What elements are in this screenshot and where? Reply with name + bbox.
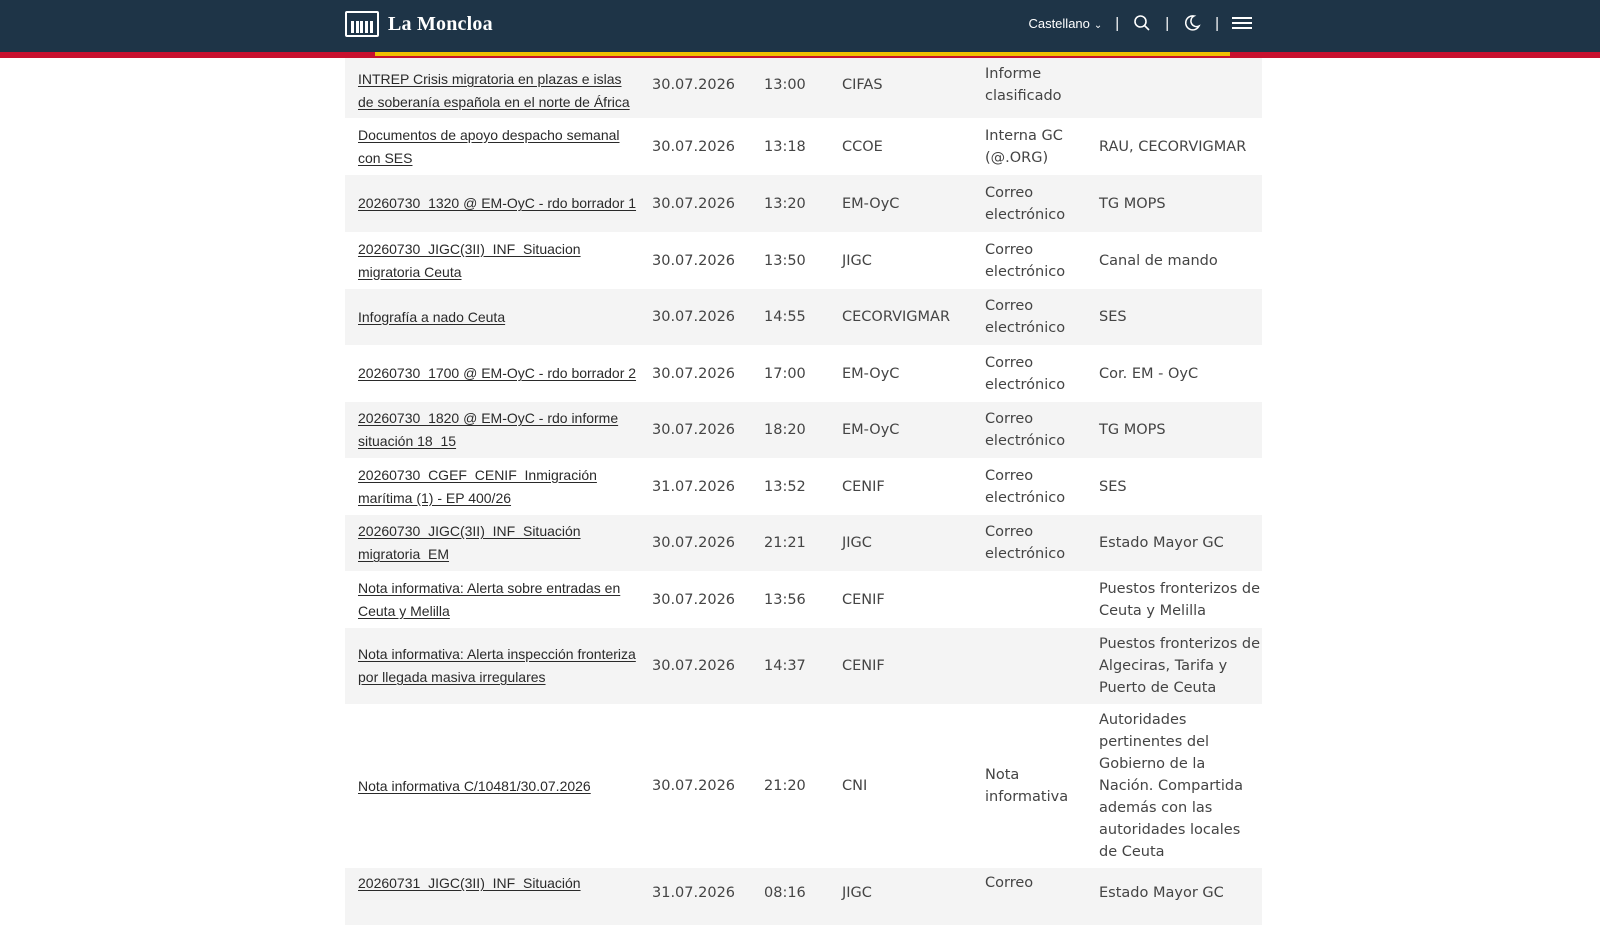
dest-cell: SES [1086, 289, 1262, 345]
table-row [345, 175, 1262, 232]
dest-cell: Puestos fronterizos de Ceuta y Melilla [1086, 571, 1262, 628]
type-cell [972, 571, 1086, 628]
brand-link[interactable] [345, 11, 493, 37]
doc-cell [345, 868, 639, 925]
time-cell: 17:00 [751, 345, 829, 402]
table-row [345, 515, 1262, 571]
doc-cell [345, 571, 639, 628]
header-yellow-stripe [375, 52, 1230, 56]
date-cell: 30.07.2026 [639, 289, 751, 345]
time-cell: 14:37 [751, 628, 829, 704]
language-selector[interactable] [1028, 16, 1102, 31]
time-cell: 14:55 [751, 289, 829, 345]
dest-cell [1086, 52, 1262, 118]
type-cell: Correo [972, 868, 1086, 925]
doc-cell [345, 289, 639, 345]
date-cell: 31.07.2026 [639, 868, 751, 925]
nav-separator: | [1215, 14, 1219, 32]
table-row [345, 232, 1262, 289]
org-cell: CCOE [829, 118, 972, 175]
org-cell: JIGC [829, 868, 972, 925]
document-link[interactable]: 20260731_JIGC(3II)_INF_Situación [358, 875, 581, 891]
doc-cell [345, 402, 639, 458]
time-cell: 13:52 [751, 458, 829, 515]
time-cell: 13:18 [751, 118, 829, 175]
table-row [345, 704, 1262, 868]
time-cell: 13:56 [751, 571, 829, 628]
doc-cell [345, 175, 639, 232]
dest-cell: Estado Mayor GC [1086, 868, 1262, 925]
org-cell: CENIF [829, 458, 972, 515]
document-link[interactable]: 20260730_1700 @ EM-OyC - rdo borrador 2 [358, 365, 637, 381]
site-header [0, 0, 1600, 52]
type-cell: Interna GC (@.ORG) [972, 118, 1086, 175]
date-cell: 30.07.2026 [639, 571, 751, 628]
doc-cell [345, 458, 639, 515]
type-cell: Correo electrónico [972, 515, 1086, 571]
table-row [345, 628, 1262, 704]
type-cell: Correo electrónico [972, 289, 1086, 345]
chevron-down-icon: ⌄ [1093, 19, 1103, 31]
table-row [345, 345, 1262, 402]
type-cell: Correo electrónico [972, 175, 1086, 232]
type-cell: Nota informativa [972, 704, 1086, 868]
date-cell: 30.07.2026 [639, 515, 751, 571]
table-row [345, 868, 1262, 925]
dest-cell: SES [1086, 458, 1262, 515]
table-row [345, 458, 1262, 515]
dest-cell: Autoridades pertinentes del Gobierno de la Nación. Compartida además con las autoridades locales de Ceuta [1086, 704, 1262, 868]
language-label: Castellano [1028, 15, 1090, 31]
org-cell: EM-OyC [829, 175, 972, 232]
document-link[interactable]: 20260730_1820 @ EM-OyC - rdo informe situación 18_15 [358, 410, 619, 449]
type-cell: Correo electrónico [972, 458, 1086, 515]
brand-name: La Moncloa [388, 12, 493, 35]
document-link[interactable]: 20260730_CGEF_CENIF_Inmigración marítima (1) - EP 400/26 [358, 466, 597, 506]
org-cell: CENIF [829, 628, 972, 704]
date-cell: 30.07.2026 [639, 402, 751, 458]
document-link[interactable]: 20260730_JIGC(3II)_INF_Situación migratoria_EM [358, 523, 581, 562]
nav-separator: | [1115, 14, 1120, 32]
doc-cell [345, 704, 639, 868]
document-link[interactable]: Nota informativa: Alerta sobre entradas en Ceuta y Melilla [358, 579, 621, 619]
date-cell: 30.07.2026 [639, 118, 751, 175]
org-cell: JIGC [829, 232, 972, 289]
document-link[interactable]: 20260730_JIGC(3II)_INF_Situacion migratoria Ceuta [358, 240, 581, 280]
date-cell: 30.07.2026 [639, 345, 751, 402]
moncloa-logo-icon [345, 11, 379, 37]
header-nav [1028, 13, 1252, 33]
time-cell: 18:20 [751, 402, 829, 458]
date-cell: 30.07.2026 [639, 232, 751, 289]
dest-cell: Puestos fronterizos de Algeciras, Tarifa y Puerto de Ceuta [1086, 628, 1262, 704]
date-cell: 31.07.2026 [639, 458, 751, 515]
org-cell: EM-OyC [829, 402, 972, 458]
table-row [345, 118, 1262, 175]
time-cell: 21:20 [751, 704, 829, 868]
dark-mode-moon-icon[interactable] [1182, 13, 1202, 33]
doc-cell [345, 515, 639, 571]
time-cell: 13:50 [751, 232, 829, 289]
table-row [345, 52, 1262, 118]
dest-cell: Cor. EM - OyC [1086, 345, 1262, 402]
time-cell: 08:16 [751, 868, 829, 925]
date-cell: 30.07.2026 [639, 52, 751, 118]
time-cell: 13:00 [751, 52, 829, 118]
doc-cell [345, 52, 639, 118]
table-row [345, 402, 1262, 458]
date-cell: 30.07.2026 [639, 704, 751, 868]
type-cell: Correo electrónico [972, 402, 1086, 458]
org-cell: CECORVIGMAR [829, 289, 972, 345]
org-cell: CIFAS [829, 52, 972, 118]
org-cell: EM-OyC [829, 345, 972, 402]
org-cell: CENIF [829, 571, 972, 628]
document-link[interactable]: 20260730_1320 @ EM-OyC - rdo borrador 1 [358, 195, 637, 211]
date-cell: 30.07.2026 [639, 175, 751, 232]
dest-cell: RAU, CECORVIGMAR [1086, 118, 1262, 175]
dest-cell: Canal de mando [1086, 232, 1262, 289]
time-cell: 13:20 [751, 175, 829, 232]
doc-cell [345, 628, 639, 704]
type-cell: Informe clasificado [972, 52, 1086, 118]
org-cell: CNI [829, 704, 972, 868]
table-row [345, 289, 1262, 345]
doc-cell [345, 345, 639, 402]
menu-hamburger-icon[interactable] [1232, 13, 1252, 33]
document-link[interactable]: INTREP Crisis migratoria en plazas e islas de soberanía española en el norte de África [358, 71, 630, 110]
type-cell: Correo electrónico [972, 232, 1086, 289]
search-icon[interactable] [1132, 13, 1152, 33]
org-cell: JIGC [829, 515, 972, 571]
dest-cell: TG MOPS [1086, 402, 1262, 458]
document-link[interactable]: Nota informativa C/10481/30.07.2026 [358, 777, 591, 794]
documents-table [345, 52, 1262, 925]
document-link[interactable]: Infografía a nado Ceuta [358, 308, 506, 325]
doc-cell [345, 232, 639, 289]
document-link[interactable]: Nota informativa: Alerta inspección fronteriza por llegada masiva irregulares [358, 646, 636, 685]
documents-table-container [345, 52, 1262, 925]
time-cell: 21:21 [751, 515, 829, 571]
type-cell: Correo electrónico [972, 345, 1086, 402]
type-cell [972, 628, 1086, 704]
doc-cell [345, 118, 639, 175]
dest-cell: TG MOPS [1086, 175, 1262, 232]
nav-separator: | [1165, 14, 1170, 32]
date-cell: 30.07.2026 [639, 628, 751, 704]
dest-cell: Estado Mayor GC [1086, 515, 1262, 571]
document-link[interactable]: Documentos de apoyo despacho semanal con SES [358, 126, 620, 166]
table-row [345, 571, 1262, 628]
